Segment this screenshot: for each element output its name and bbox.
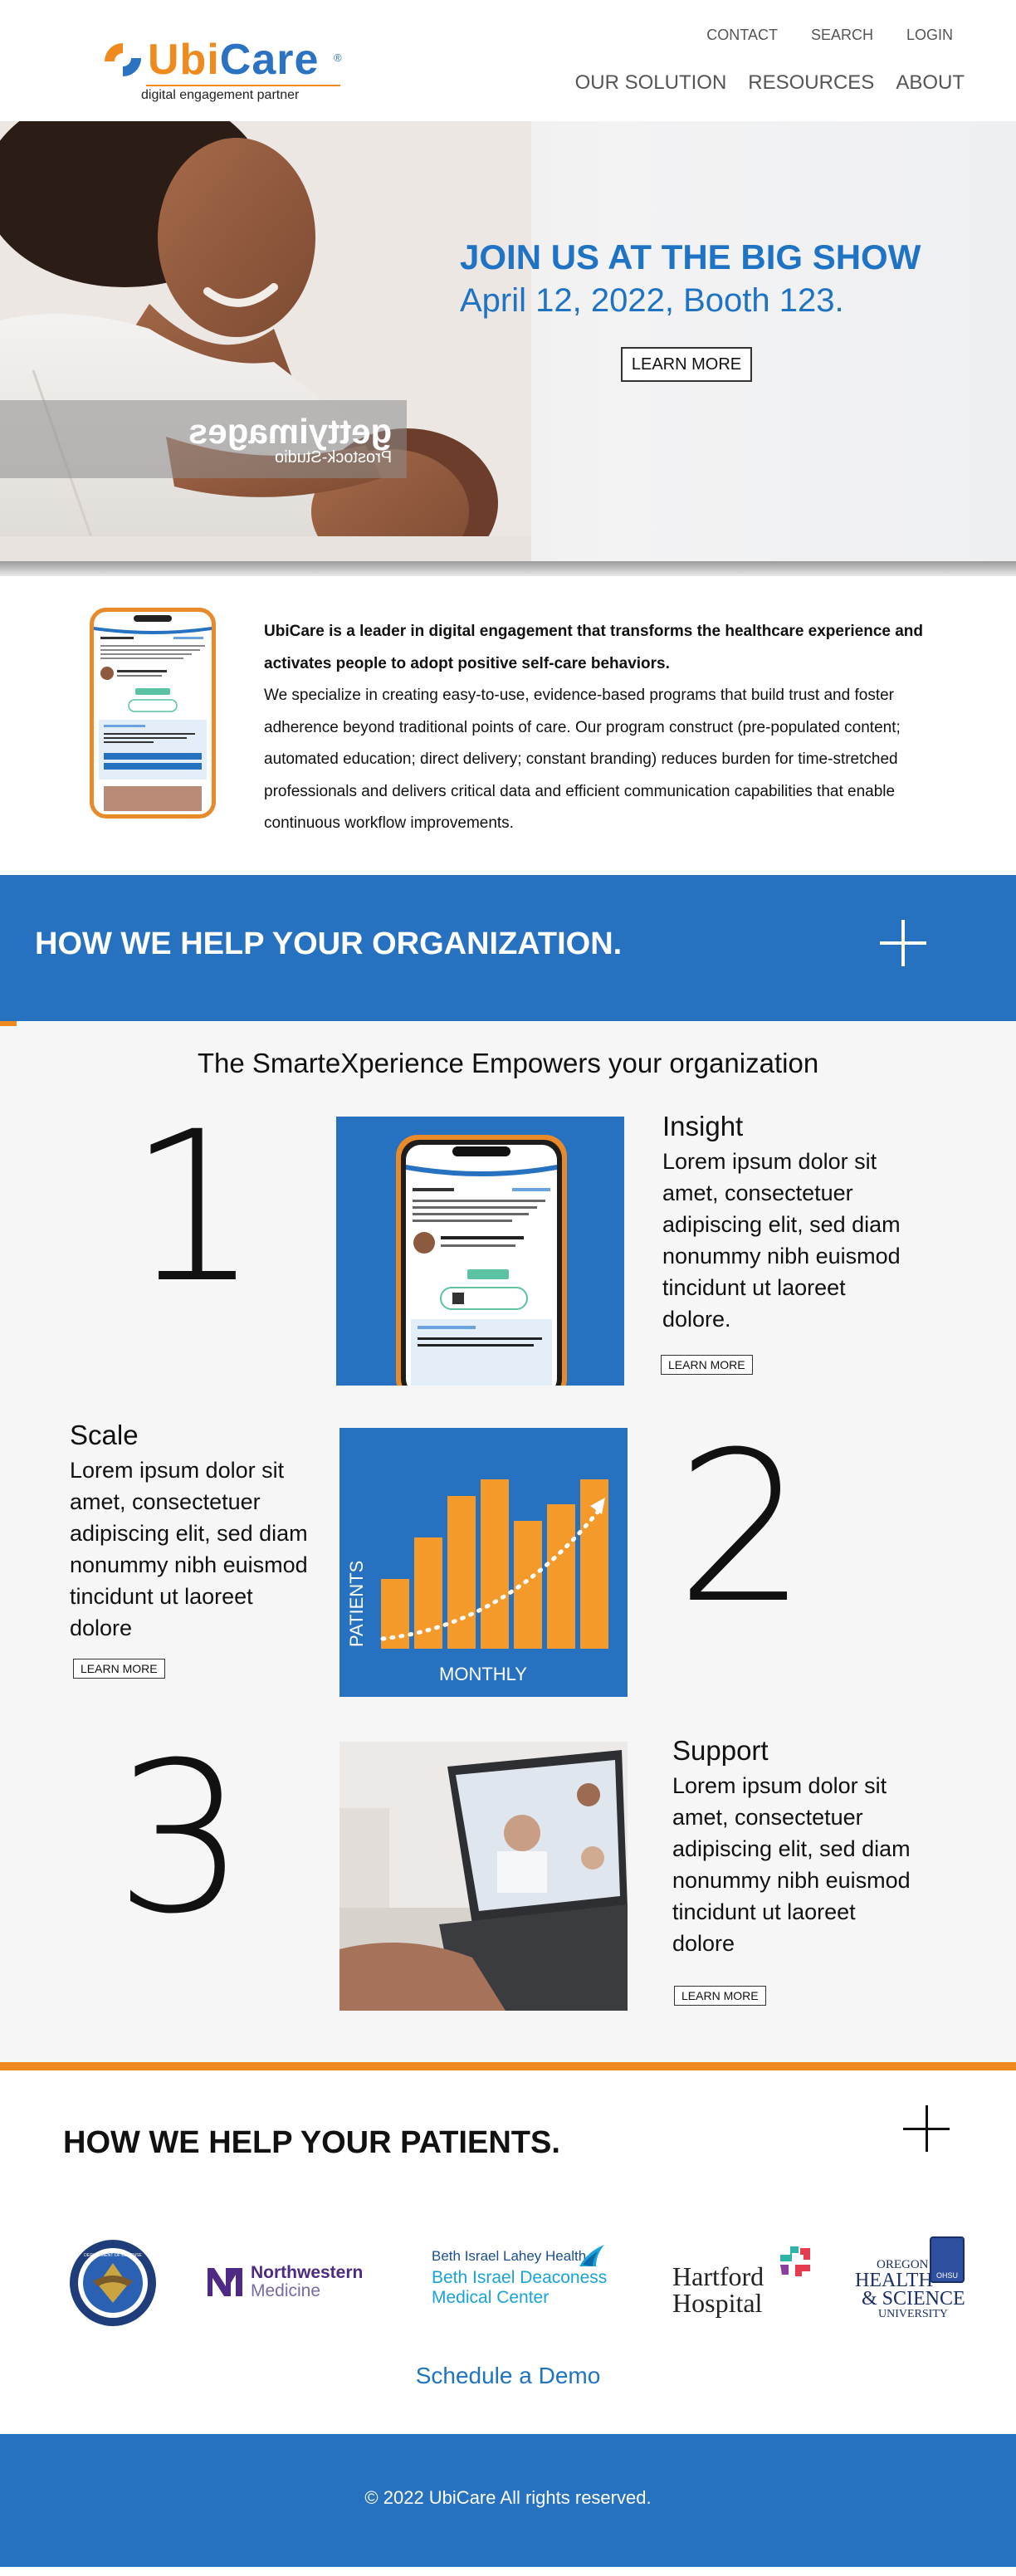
ohsu-logo xyxy=(855,2236,979,2319)
feature-number-3: 3 xyxy=(115,1718,247,1959)
feature-body-scale: Lorem ipsum dolor sit amet, consectetuer adipiscing elit, sed diam nonummy nibh euismod tincidunt ut laoreet dolore xyxy=(70,1458,308,1640)
dod-seal-text: DEPARTMENT OF DEFENSE xyxy=(84,2253,142,2258)
main-nav xyxy=(575,71,965,95)
intro-body: We specialize in creating easy-to-use, evidence-based programs that build trust and foster adherence beyond traditional points of care. Our program construct (pre-populated content; automated education; direct delivery; constant branding) reduces burden for time-stretched professionals and delivers critical data and efficient communication capabilities that enable continuous workflow improvements. xyxy=(264,687,901,832)
telehealth-photo-svg xyxy=(339,1742,628,2011)
partner-logos xyxy=(0,2208,1016,2434)
support-learn-more-button[interactable]: LEARN MORE xyxy=(674,1986,766,2006)
logo-word-care: Care xyxy=(219,36,320,84)
intro-text-block xyxy=(264,616,961,840)
feature-number-1: 1 xyxy=(128,1087,261,1328)
bilh-line-2: Beth Israel Deaconess xyxy=(432,2268,608,2287)
utility-nav xyxy=(706,27,953,44)
bilh-line-3: Medical Center xyxy=(432,2288,550,2307)
insight-learn-more-button[interactable]: LEARN MORE xyxy=(661,1355,753,1375)
ubicare-logo-mark-icon xyxy=(100,37,146,83)
nav-contact[interactable]: CONTACT xyxy=(706,27,778,43)
orange-divider xyxy=(0,2062,1016,2070)
ohsu-badge-text: OHSU xyxy=(935,2271,958,2280)
orange-accent-mark xyxy=(0,1021,17,1026)
nav-about[interactable]: ABOUT xyxy=(896,71,965,94)
hero-learn-more-button[interactable]: LEARN MORE xyxy=(621,347,752,382)
phone-mockup-small xyxy=(90,608,216,819)
organization-heading: HOW WE HELP YOUR ORGANIZATION. xyxy=(35,926,623,961)
phone-screen-image xyxy=(94,612,212,814)
hero-subtitle: April 12, 2022, Booth 123. xyxy=(460,282,844,319)
schedule-demo-link[interactable]: Schedule a Demo xyxy=(415,2363,601,2388)
hartford-line-1: Hartford xyxy=(672,2261,764,2291)
bilh-line-1: Beth Israel Lahey Health xyxy=(432,2248,587,2264)
ohsu-shield-icon xyxy=(930,2236,965,2283)
feature-title-support: Support xyxy=(672,1735,769,1766)
hartford-line-2: Hospital xyxy=(672,2288,763,2318)
chart-bar-3 xyxy=(447,1496,476,1649)
getty-watermark xyxy=(0,400,407,478)
copyright-text: © 2022 UbiCare All rights reserved. xyxy=(364,2487,652,2508)
support-telehealth-image xyxy=(339,1742,628,2011)
scale-learn-more-button[interactable]: LEARN MORE xyxy=(73,1659,165,1679)
scale-growth-chart xyxy=(339,1428,628,1697)
ohsu-line-4: UNIVERSITY xyxy=(878,2308,948,2320)
dod-seal-logo xyxy=(68,2238,158,2328)
chart-bar-4 xyxy=(481,1479,509,1649)
feature-title-insight: Insight xyxy=(662,1111,744,1141)
bilh-bird-icon xyxy=(578,2243,606,2268)
nav-our-solution[interactable]: OUR SOLUTION xyxy=(574,71,727,94)
feature-body-support: Lorem ipsum dolor sit amet, consectetuer adipiscing elit, sed diam nonummy nibh euismod tincidunt ut laoreet dolore xyxy=(672,1773,911,1956)
watermark-credit: Prostock-Studio xyxy=(274,448,392,467)
expand-plus-icon[interactable] xyxy=(903,2105,950,2152)
nav-search[interactable]: SEARCH xyxy=(810,27,873,43)
patients-accordion-header[interactable] xyxy=(0,2070,1016,2208)
nav-resources[interactable]: RESOURCES xyxy=(748,71,875,94)
hartford-emblem-icon xyxy=(777,2243,813,2280)
logo-word-ubi: Ubi xyxy=(148,36,220,84)
northwestern-n-icon xyxy=(206,2266,244,2298)
feature-title-scale: Scale xyxy=(70,1420,139,1450)
beth-israel-logo xyxy=(430,2243,613,2310)
ohsu-line-1: OREGON xyxy=(877,2258,929,2271)
patients-heading: HOW WE HELP YOUR PATIENTS. xyxy=(63,2125,560,2160)
northwestern-line-1: Northwestern xyxy=(251,2263,364,2282)
intro-lead: UbiCare is a leader in digital engagement that transforms the healthcare experience and activates people to adopt positive self-care behaviors. xyxy=(264,623,924,672)
watermark-text: gettyimages xyxy=(188,412,392,451)
feature-number-2: 2 xyxy=(676,1407,808,1649)
smart-section-title: The SmarteXperience Empowers your organization xyxy=(197,1048,819,1078)
hero-title: JOIN US AT THE BIG SHOW xyxy=(460,237,921,276)
chart-bar-6 xyxy=(547,1504,575,1649)
nav-login[interactable]: LOGIN xyxy=(906,27,953,43)
phone-mockup-large xyxy=(336,1117,624,1386)
registered-mark: ® xyxy=(334,51,342,64)
hero-mother-baby-image xyxy=(0,121,531,561)
northwestern-medicine-logo xyxy=(206,2261,372,2303)
site-footer xyxy=(0,2434,1016,2567)
hero-banner xyxy=(0,121,1016,561)
ubicare-logo[interactable] xyxy=(100,33,349,108)
growth-chart-svg xyxy=(339,1428,628,1697)
northwestern-line-2: Medicine xyxy=(251,2281,321,2300)
chart-y-label: PATIENTS xyxy=(346,1560,367,1647)
logo-underline xyxy=(146,85,340,86)
feature-body-insight: Lorem ipsum dolor sit amet, consectetuer adipiscing elit, sed diam nonummy nibh euismod tincidunt ut laoreet dolore. xyxy=(662,1149,901,1332)
logo-tagline: digital engagement partner xyxy=(141,88,300,102)
chart-x-label: MONTHLY xyxy=(439,1664,527,1684)
organization-accordion-header[interactable] xyxy=(0,875,1016,1021)
intro-section xyxy=(0,576,1016,875)
hartford-hospital-logo xyxy=(671,2243,820,2318)
hero-divider-shadow xyxy=(0,561,1016,576)
site-header xyxy=(0,0,1016,121)
expand-plus-icon[interactable] xyxy=(880,920,926,966)
ohsu-line-3: & SCIENCE xyxy=(862,2288,965,2310)
ohsu-line-2: HEALTH xyxy=(855,2270,933,2291)
smartexperience-section xyxy=(0,1021,1016,2062)
logo-wordmark xyxy=(148,35,319,85)
insight-phone-image xyxy=(336,1117,624,1386)
